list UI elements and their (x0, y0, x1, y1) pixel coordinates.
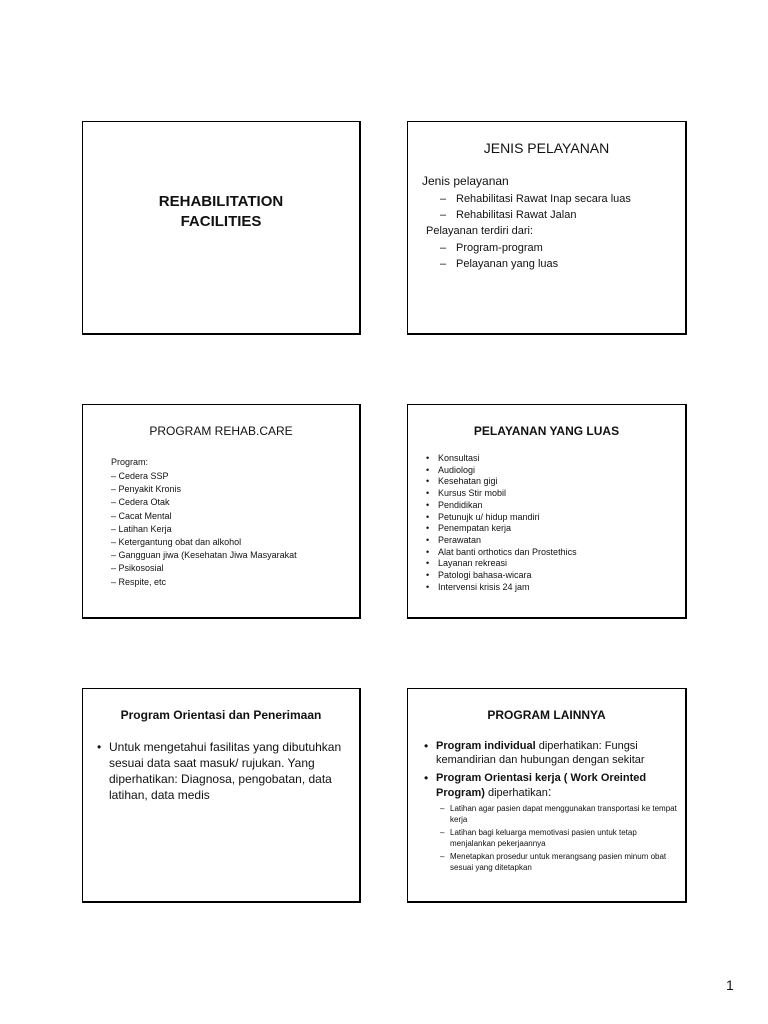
list-item: – Rehabilitasi Rawat Jalan (440, 209, 577, 221)
slide-body (422, 739, 679, 876)
list-item: – Latihan Kerja (111, 523, 172, 534)
list-item: • Penempatan kerja (426, 523, 512, 534)
list-item: – Rehabilitasi Rawat Inap secara luas (440, 193, 631, 205)
list-subitem: – Latihan agar pasien dapat menggunakan transportasi ke tempat kerja (440, 804, 677, 824)
list-item: • Alat banti orthotics dan Prostethics (426, 546, 577, 557)
list-item: – Cedera Otak (111, 497, 170, 508)
list-item: – Respite, etc (111, 576, 167, 587)
slide-body (111, 455, 353, 589)
list-item: – Psikososial (111, 563, 164, 574)
slide-program-lainnya (407, 688, 687, 903)
slide-title: PELAYANAN YANG LUAS (473, 424, 620, 438)
list-item: – Cacat Mental (111, 510, 172, 521)
list-item: • Layanan rekreasi (426, 558, 508, 569)
slide-body (426, 453, 679, 593)
list-item: • Untuk mengetahui fasilitas yang dibutuhkan sesuai data saat masuk/ rujukan. Yang diperhatikan: Diagnosa, pengobatan, data latihan, data medis (97, 740, 342, 802)
list-item: – Pelayanan yang luas (440, 258, 559, 270)
list-item: • Program Orientasi kerja ( Work Oreinted Program) diperhatikan: (424, 771, 647, 799)
list-item: – Program-program (440, 242, 543, 254)
slide-jenis-pelayanan (407, 121, 687, 335)
list-item: • Program individual diperhatikan: Fungsi kemandirian dan hubungan dengan sekitar (424, 739, 645, 766)
list-item: • Intervensi krisis 24 jam (426, 581, 530, 592)
list-item: • Petunujk u/ hidup mandiri (426, 511, 540, 522)
list-subitem: – Menetapkan prosedur untuk merangsang pasien minum obat sesuai yang ditetapkan (440, 852, 667, 872)
list-heading: Program: (111, 457, 149, 467)
slide-body (422, 174, 677, 272)
list-heading: Jenis pelayanan (422, 174, 509, 188)
list-item: • Kesehatan gigi (426, 476, 498, 487)
list-item: • Patologi bahasa-wicara (426, 570, 532, 581)
list-item: – Cedera SSP (111, 471, 169, 481)
list-item: • Kursus Stir mobil (426, 488, 507, 499)
list-item: • Pendidikan (426, 499, 483, 510)
slide-title: PROGRAM REHAB.CARE (149, 424, 293, 438)
list-item: • Konsultasi (426, 453, 480, 463)
slide-title: PROGRAM LAINNYA (487, 708, 606, 722)
slide-program-rehab-care (82, 404, 361, 619)
page-number: 1 (726, 977, 734, 993)
list-item: • Audiologi (426, 464, 476, 475)
slide-title: Program Orientasi dan Penerimaan (120, 708, 322, 722)
list-item: – Gangguan jiwa (Kesehatan Jiwa Masyarakat (111, 550, 297, 561)
slide-title: JENIS PELAYANAN (483, 140, 610, 156)
list-item: – Ketergantung obat dan alkohol (111, 537, 242, 548)
slide-rehabilitation-facilities (82, 121, 361, 335)
slide-pelayanan-yang-luas (407, 404, 687, 619)
slide-program-orientasi (82, 688, 361, 903)
slide-body (95, 739, 345, 803)
slide-title: REHABILITATION FACILITIES (158, 193, 284, 230)
list-item: • Perawatan (426, 534, 482, 545)
list-subheading: Pelayanan terdiri dari: (426, 225, 534, 237)
list-subitem: – Latihan bagi keluarga memotivasi pasien untuk tetap menjalankan pekerjaannya (440, 828, 637, 848)
list-item: – Penyakit Kronis (111, 484, 182, 495)
